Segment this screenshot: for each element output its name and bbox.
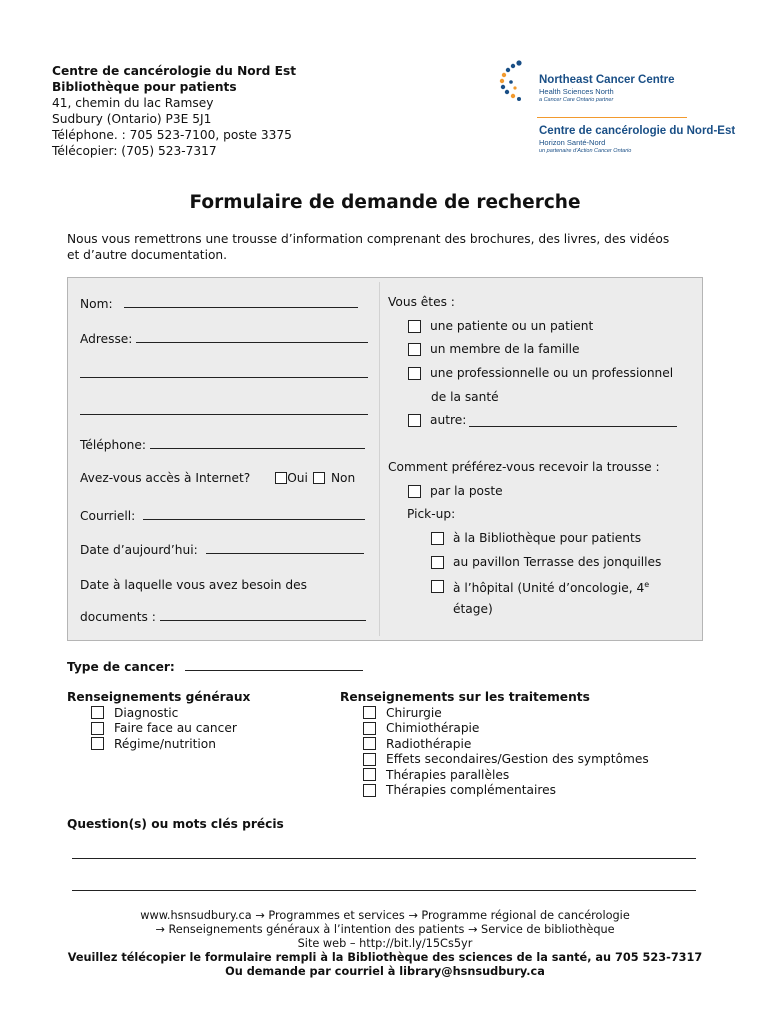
intro-line-2: et d’autre documentation. (67, 248, 228, 262)
hospital-label (453, 577, 649, 596)
header-block (52, 63, 296, 159)
receive-label: Comment préférez-vous recevoir la trousse : (388, 460, 660, 474)
internet-yes-label: Oui (287, 471, 308, 485)
mail-label: par la poste (430, 484, 503, 498)
treatment-item-label: Chimiothérapie (386, 721, 480, 736)
logo-fr-sub: Horizon Santé-Nord (539, 138, 606, 147)
org-name: Centre de cancérologie du Nord Est (52, 64, 297, 78)
needed-label-1: Date à laquelle vous avez besoin des (80, 578, 307, 592)
other-label: autre: (430, 413, 467, 427)
hospital-label-text: à l’hôpital (Unité d’oncologie, 4 (453, 581, 645, 596)
cancer-type-row (67, 658, 363, 675)
city-line: Sudbury (Ontario) P3E 5J1 (52, 112, 212, 126)
phone-label: Téléphone: (80, 438, 146, 452)
family-label: un membre de la famille (430, 342, 580, 356)
option-other[interactable] (408, 412, 677, 428)
professional-checkbox[interactable] (408, 367, 421, 380)
treatment-heading: Renseignements sur les traitements (340, 690, 590, 704)
treatment-checkbox[interactable] (363, 768, 376, 781)
family-checkbox[interactable] (408, 343, 421, 356)
treatment-item[interactable] (363, 705, 649, 721)
treatment-checkbox[interactable] (363, 753, 376, 766)
logo-fr (539, 125, 735, 154)
footer-line-4: Veuillez télécopier le formulaire rempli à la Bibliothèque des sciences de la santé, au 705 523-7317 (67, 951, 703, 964)
library-checkbox[interactable] (431, 532, 444, 545)
address-field-2[interactable] (80, 365, 368, 378)
name-field[interactable] (124, 295, 358, 308)
general-checkbox[interactable] (91, 722, 104, 735)
form-title: Formulaire de demande de recherche (189, 192, 581, 213)
hospital-label-2: étage) (453, 602, 493, 616)
library-label: à la Bibliothèque pour patients (453, 531, 642, 545)
general-item[interactable] (91, 721, 250, 737)
option-library[interactable] (431, 530, 641, 546)
phone-line: Téléphone. : 705 523-7100, poste 3375 (52, 128, 292, 142)
questions-label: Question(s) ou mots clés précis (67, 817, 284, 831)
treatment-item-label: Effets secondaires/Gestion des symptômes (386, 752, 649, 767)
hospital-checkbox[interactable] (431, 580, 444, 593)
email-label: Courriell: (80, 509, 136, 523)
general-item-label: Faire face au cancer (114, 721, 237, 736)
name-label: Nom: (80, 297, 113, 311)
logo-icon (495, 60, 535, 110)
treatment-checkbox[interactable] (363, 706, 376, 719)
general-item[interactable] (91, 736, 250, 752)
general-item-label: Régime/nutrition (114, 736, 216, 751)
logo-fr-partner: un partenaire d’Action Cancer Ontario (539, 148, 632, 154)
general-checkbox[interactable] (91, 737, 104, 750)
internet-row (80, 470, 355, 486)
treatment-list (363, 705, 649, 798)
option-pavilion[interactable] (431, 554, 661, 570)
pickup-label: Pick-up: (407, 507, 456, 521)
professional-label: une professionnelle ou un professionnel (430, 366, 674, 380)
phone-row (80, 436, 365, 453)
internet-label: Avez-vous accès à Internet? (80, 471, 251, 485)
cancer-type-label: Type de cancer: (67, 660, 175, 674)
treatment-item[interactable] (363, 783, 649, 799)
patient-checkbox[interactable] (408, 320, 421, 333)
logo-en-sub: Health Sciences North (539, 87, 614, 96)
treatment-item[interactable] (363, 767, 649, 783)
treatment-checkbox[interactable] (363, 737, 376, 750)
treatment-item[interactable] (363, 736, 649, 752)
treatment-item[interactable] (363, 752, 649, 768)
option-hospital[interactable] (431, 577, 649, 596)
general-item[interactable] (91, 705, 250, 721)
other-field[interactable] (469, 414, 677, 427)
footer-line-1: www.hsnsudbury.ca → Programmes et services → Programme régional de cancérologie (140, 909, 630, 922)
phone-field[interactable] (150, 436, 365, 449)
logo-fr-title: Centre de cancérologie du Nord-Est (539, 125, 736, 137)
other-checkbox[interactable] (408, 414, 421, 427)
you-are-label: Vous êtes : (388, 295, 455, 309)
email-row (80, 507, 365, 524)
general-item-label: Diagnostic (114, 705, 179, 720)
logo-en (539, 74, 674, 103)
logo-divider (537, 117, 687, 118)
patient-label: une patiente ou un patient (430, 319, 594, 333)
option-mail[interactable] (408, 483, 503, 499)
general-list (91, 705, 250, 752)
general-heading: Renseignements généraux (67, 690, 251, 704)
form-divider (379, 282, 380, 636)
internet-no-label: Non (330, 471, 356, 485)
address-field-3[interactable] (80, 402, 368, 415)
general-section (67, 689, 250, 752)
logo-en-title: Northeast Cancer Centre (539, 74, 675, 86)
pavilion-label: au pavillon Terrasse des jonquilles (453, 555, 662, 569)
intro-text (67, 231, 669, 263)
needed-field[interactable] (160, 608, 366, 621)
option-professional[interactable] (408, 365, 673, 381)
treatment-item[interactable] (363, 721, 649, 737)
treatment-checkbox[interactable] (363, 722, 376, 735)
footer-line-2: → Renseignements généraux à l’intention des patients → Service de bibliothèque (155, 923, 615, 936)
fax-line: Télécopier: (705) 523-7317 (52, 144, 217, 158)
option-family[interactable] (408, 341, 580, 357)
treatment-item-label: Thérapies complémentaires (386, 783, 556, 798)
general-checkbox[interactable] (91, 706, 104, 719)
address-line: 41, chemin du lac Ramsey (52, 96, 214, 110)
treatment-item-label: Chirurgie (386, 705, 442, 720)
needed-row (80, 608, 366, 625)
needed-label-2: documents : (80, 610, 156, 624)
address-label: Adresse: (80, 332, 133, 346)
address-row (80, 330, 368, 347)
footer-line-3: Site web – http://bit.ly/15Cs5yr (297, 937, 473, 950)
internet-yes-checkbox[interactable] (275, 472, 287, 484)
today-row (80, 541, 364, 558)
today-label: Date d’aujourd’hui: (80, 543, 198, 557)
today-field[interactable] (206, 541, 364, 554)
internet-no-checkbox[interactable] (313, 472, 325, 484)
treatment-section (340, 689, 649, 798)
intro-line-1: Nous vous remettrons une trousse d’information comprenant des brochures, des livres, des vidéos (67, 232, 670, 246)
library-name: Bibliothèque pour patients (52, 80, 237, 94)
logo-en-partner: a Cancer Care Ontario partner (539, 97, 614, 103)
email-field[interactable] (143, 507, 365, 520)
name-row (80, 295, 358, 312)
questions-field-1[interactable] (72, 848, 696, 859)
treatment-item-label: Radiothérapie (386, 736, 472, 751)
hospital-sup: e (644, 580, 650, 589)
questions-field-2[interactable] (72, 880, 696, 891)
professional-label-2: de la santé (431, 390, 499, 404)
mail-checkbox[interactable] (408, 485, 421, 498)
option-patient[interactable] (408, 318, 593, 334)
treatment-item-label: Thérapies parallèles (386, 767, 510, 782)
footer-line-5: Ou demande par courriel à library@hsnsudbury.ca (225, 965, 545, 978)
cancer-type-field[interactable] (185, 658, 363, 671)
pavilion-checkbox[interactable] (431, 556, 444, 569)
treatment-checkbox[interactable] (363, 784, 376, 797)
address-field-1[interactable] (136, 330, 368, 343)
